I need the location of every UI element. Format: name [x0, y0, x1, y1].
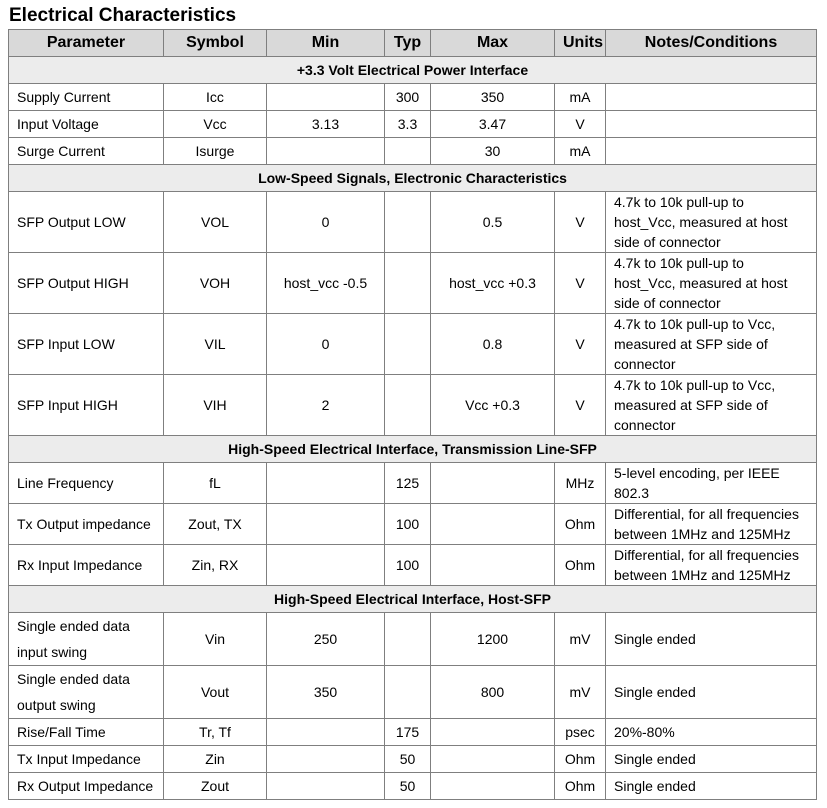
- cell-parameter: Rise/Fall Time: [9, 719, 164, 746]
- cell-max: 30: [431, 138, 555, 165]
- cell-symbol: Isurge: [164, 138, 267, 165]
- cell-notes: [606, 84, 817, 111]
- header-min: Min: [267, 30, 385, 57]
- cell-units: mV: [555, 666, 606, 719]
- cell-units: V: [555, 111, 606, 138]
- cell-parameter: SFP Output LOW: [9, 192, 164, 253]
- table-row: [9, 138, 817, 165]
- cell-notes: [606, 138, 817, 165]
- section-title: High-Speed Electrical Interface, Host-SFP: [9, 586, 817, 613]
- cell-notes: 4.7k to 10k pull-up to Vcc, measured at SFP side of connector: [606, 375, 817, 436]
- cell-parameter: Single ended data input swing: [9, 613, 164, 666]
- table-row: [9, 253, 817, 314]
- cell-parameter: SFP Input HIGH: [9, 375, 164, 436]
- cell-min: host_vcc -0.5: [267, 253, 385, 314]
- cell-notes: [606, 111, 817, 138]
- section-header-row: [9, 165, 817, 192]
- header-typ: Typ: [385, 30, 431, 57]
- cell-units: Ohm: [555, 504, 606, 545]
- cell-min: 0: [267, 192, 385, 253]
- cell-min: [267, 504, 385, 545]
- cell-min: [267, 138, 385, 165]
- cell-units: V: [555, 314, 606, 375]
- cell-symbol: Zout, TX: [164, 504, 267, 545]
- table-row: [9, 504, 817, 545]
- cell-min: 0: [267, 314, 385, 375]
- cell-symbol: fL: [164, 463, 267, 504]
- cell-typ: [385, 613, 431, 666]
- cell-notes: 4.7k to 10k pull-up to Vcc, measured at SFP side of connector: [606, 314, 817, 375]
- cell-parameter: SFP Input LOW: [9, 314, 164, 375]
- cell-units: Ohm: [555, 746, 606, 773]
- cell-parameter: Single ended data output swing: [9, 666, 164, 719]
- table-row: [9, 84, 817, 111]
- cell-min: [267, 719, 385, 746]
- cell-symbol: Zin, RX: [164, 545, 267, 586]
- header-max: Max: [431, 30, 555, 57]
- header-row: [9, 30, 817, 57]
- table-row: [9, 773, 817, 800]
- cell-max: 800: [431, 666, 555, 719]
- cell-max: [431, 545, 555, 586]
- cell-parameter: Rx Output Impedance: [9, 773, 164, 800]
- cell-symbol: Vin: [164, 613, 267, 666]
- table-row: [9, 719, 817, 746]
- table-row: [9, 463, 817, 504]
- cell-min: 3.13: [267, 111, 385, 138]
- cell-symbol: VIH: [164, 375, 267, 436]
- cell-typ: 50: [385, 773, 431, 800]
- table-body: [9, 57, 817, 800]
- cell-max: [431, 504, 555, 545]
- cell-parameter: Tx Output impedance: [9, 504, 164, 545]
- cell-notes: Single ended: [606, 746, 817, 773]
- cell-units: MHz: [555, 463, 606, 504]
- cell-notes: Single ended: [606, 773, 817, 800]
- cell-units: V: [555, 192, 606, 253]
- section-title: High-Speed Electrical Interface, Transmission Line-SFP: [9, 436, 817, 463]
- section-title: +3.3 Volt Electrical Power Interface: [9, 57, 817, 84]
- cell-typ: 100: [385, 504, 431, 545]
- cell-units: V: [555, 375, 606, 436]
- cell-max: 0.5: [431, 192, 555, 253]
- cell-typ: 50: [385, 746, 431, 773]
- section-header-row: [9, 586, 817, 613]
- table-row: [9, 192, 817, 253]
- cell-symbol: VIL: [164, 314, 267, 375]
- cell-max: [431, 719, 555, 746]
- cell-notes: 5-level encoding, per IEEE 802.3: [606, 463, 817, 504]
- cell-max: 1200: [431, 613, 555, 666]
- cell-parameter: Line Frequency: [9, 463, 164, 504]
- table-row: [9, 666, 817, 719]
- cell-min: [267, 746, 385, 773]
- cell-typ: [385, 314, 431, 375]
- cell-units: psec: [555, 719, 606, 746]
- cell-min: [267, 84, 385, 111]
- cell-max: [431, 773, 555, 800]
- cell-symbol: VOH: [164, 253, 267, 314]
- cell-units: mA: [555, 84, 606, 111]
- cell-max: 3.47: [431, 111, 555, 138]
- table-row: [9, 111, 817, 138]
- section-title: Low-Speed Signals, Electronic Characteristics: [9, 165, 817, 192]
- cell-min: 250: [267, 613, 385, 666]
- cell-parameter: Supply Current: [9, 84, 164, 111]
- cell-typ: [385, 375, 431, 436]
- cell-notes: 4.7k to 10k pull-up to host_Vcc, measured at host side of connector: [606, 253, 817, 314]
- cell-notes: Differential, for all frequencies between 1MHz and 125MHz: [606, 504, 817, 545]
- table-row: [9, 613, 817, 666]
- table-row: [9, 314, 817, 375]
- cell-min: [267, 773, 385, 800]
- cell-units: V: [555, 253, 606, 314]
- cell-symbol: Zout: [164, 773, 267, 800]
- cell-symbol: Zin: [164, 746, 267, 773]
- cell-typ: [385, 666, 431, 719]
- header-symbol: Symbol: [164, 30, 267, 57]
- cell-units: Ohm: [555, 773, 606, 800]
- electrical-characteristics-table: [8, 29, 817, 800]
- cell-typ: 125: [385, 463, 431, 504]
- cell-symbol: Tr, Tf: [164, 719, 267, 746]
- cell-symbol: Vout: [164, 666, 267, 719]
- cell-units: mV: [555, 613, 606, 666]
- cell-max: 350: [431, 84, 555, 111]
- cell-typ: 175: [385, 719, 431, 746]
- cell-typ: 300: [385, 84, 431, 111]
- cell-min: 2: [267, 375, 385, 436]
- cell-typ: 100: [385, 545, 431, 586]
- cell-max: Vcc +0.3: [431, 375, 555, 436]
- cell-typ: [385, 192, 431, 253]
- page-title: Electrical Characteristics: [9, 5, 237, 26]
- cell-parameter: Rx Input Impedance: [9, 545, 164, 586]
- cell-max: host_vcc +0.3: [431, 253, 555, 314]
- cell-max: [431, 746, 555, 773]
- cell-units: Ohm: [555, 545, 606, 586]
- cell-notes: Single ended: [606, 613, 817, 666]
- section-header-row: [9, 436, 817, 463]
- cell-units: mA: [555, 138, 606, 165]
- header-parameter: Parameter: [9, 30, 164, 57]
- cell-parameter: Input Voltage: [9, 111, 164, 138]
- table-row: [9, 746, 817, 773]
- cell-notes: 4.7k to 10k pull-up to host_Vcc, measured at host side of connector: [606, 192, 817, 253]
- cell-notes: Differential, for all frequencies between 1MHz and 125MHz: [606, 545, 817, 586]
- cell-min: 350: [267, 666, 385, 719]
- cell-max: [431, 463, 555, 504]
- cell-max: 0.8: [431, 314, 555, 375]
- header-notes: Notes/Conditions: [606, 30, 817, 57]
- cell-parameter: SFP Output HIGH: [9, 253, 164, 314]
- cell-symbol: Vcc: [164, 111, 267, 138]
- cell-typ: 3.3: [385, 111, 431, 138]
- cell-parameter: Tx Input Impedance: [9, 746, 164, 773]
- table-row: [9, 545, 817, 586]
- table-row: [9, 375, 817, 436]
- cell-notes: Single ended: [606, 666, 817, 719]
- cell-symbol: Icc: [164, 84, 267, 111]
- cell-typ: [385, 253, 431, 314]
- cell-symbol: VOL: [164, 192, 267, 253]
- cell-min: [267, 545, 385, 586]
- cell-typ: [385, 138, 431, 165]
- cell-notes: 20%-80%: [606, 719, 817, 746]
- header-units: Units: [555, 30, 606, 57]
- section-header-row: [9, 57, 817, 84]
- cell-parameter: Surge Current: [9, 138, 164, 165]
- cell-min: [267, 463, 385, 504]
